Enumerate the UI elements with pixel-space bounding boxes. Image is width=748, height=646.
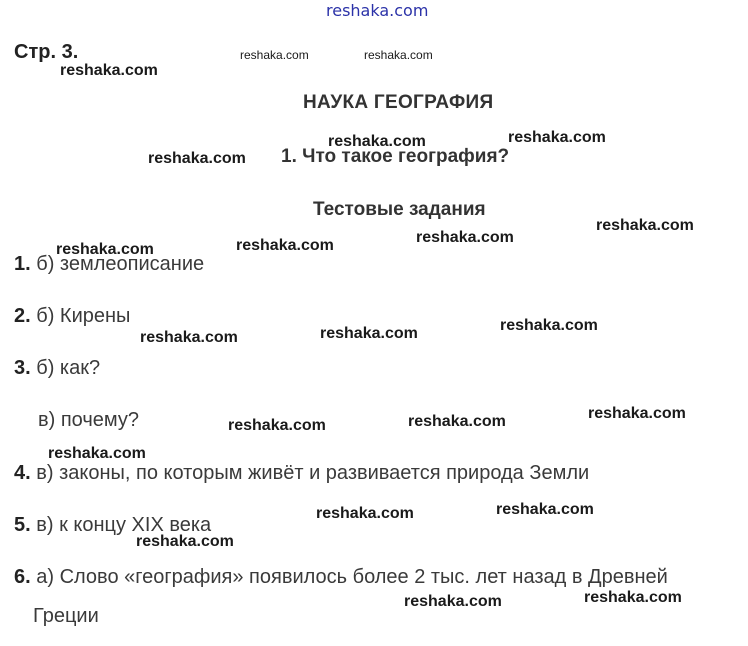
page-number: Стр. 3. — [14, 41, 79, 63]
watermark: reshaka.com — [148, 150, 246, 167]
answer-text: б) землеописание — [36, 253, 205, 275]
watermark: reshaka.com — [56, 241, 154, 258]
watermark: reshaka.com — [136, 533, 234, 550]
watermark: reshaka.com — [408, 413, 506, 430]
watermark: reshaka.com — [416, 229, 514, 246]
answer-text: б) как? — [36, 357, 101, 379]
watermark: reshaka.com — [316, 505, 414, 522]
watermark: reshaka.com — [500, 317, 598, 334]
answer-2 — [14, 305, 130, 328]
answer-text: б) Кирены — [36, 305, 131, 327]
answer-text: в) к концу XIX века — [36, 514, 212, 536]
watermark: reshaka.com — [596, 217, 694, 234]
answer-text: в) почему? — [38, 409, 139, 431]
watermark: reshaka.com — [508, 129, 606, 146]
watermark: reshaka.com — [364, 48, 433, 62]
watermark: reshaka.com — [588, 405, 686, 422]
page-title: НАУКА ГЕОГРАФИЯ — [303, 92, 494, 113]
answer-6-continued — [33, 605, 99, 628]
answer-3-continued — [38, 409, 139, 432]
watermark: reshaka.com — [48, 445, 146, 462]
answer-number: 6. — [14, 566, 31, 588]
answer-number: 5. — [14, 514, 31, 536]
watermark: reshaka.com — [328, 133, 426, 150]
watermark: reshaka.com — [228, 417, 326, 434]
answer-number: 1. — [14, 253, 31, 275]
watermark: reshaka.com — [60, 62, 158, 79]
watermark: reshaka.com — [584, 589, 682, 606]
watermark: reshaka.com — [320, 325, 418, 342]
watermark: reshaka.com — [404, 593, 502, 610]
answer-6 — [14, 566, 668, 589]
watermark: reshaka.com — [140, 329, 238, 346]
section-heading: Тестовые задания — [313, 199, 486, 220]
watermark: reshaka.com — [496, 501, 594, 518]
answer-number: 2. — [14, 305, 31, 327]
watermark: reshaka.com — [240, 48, 309, 62]
answer-text: а) Слово «география» появилось более 2 тыс. лет назад в Древней — [36, 566, 668, 588]
question-heading: 1. Что такое география? — [281, 146, 510, 167]
answer-4 — [14, 462, 589, 485]
answer-text: Греции — [33, 605, 99, 627]
watermark: reshaka.com — [236, 237, 334, 254]
answer-number: 4. — [14, 462, 31, 484]
answer-number: 3. — [14, 357, 31, 379]
header-watermark: reshaka.com — [326, 1, 429, 20]
answer-text: в) законы, по которым живёт и развивается природа Земли — [36, 462, 590, 484]
answer-3 — [14, 357, 100, 380]
